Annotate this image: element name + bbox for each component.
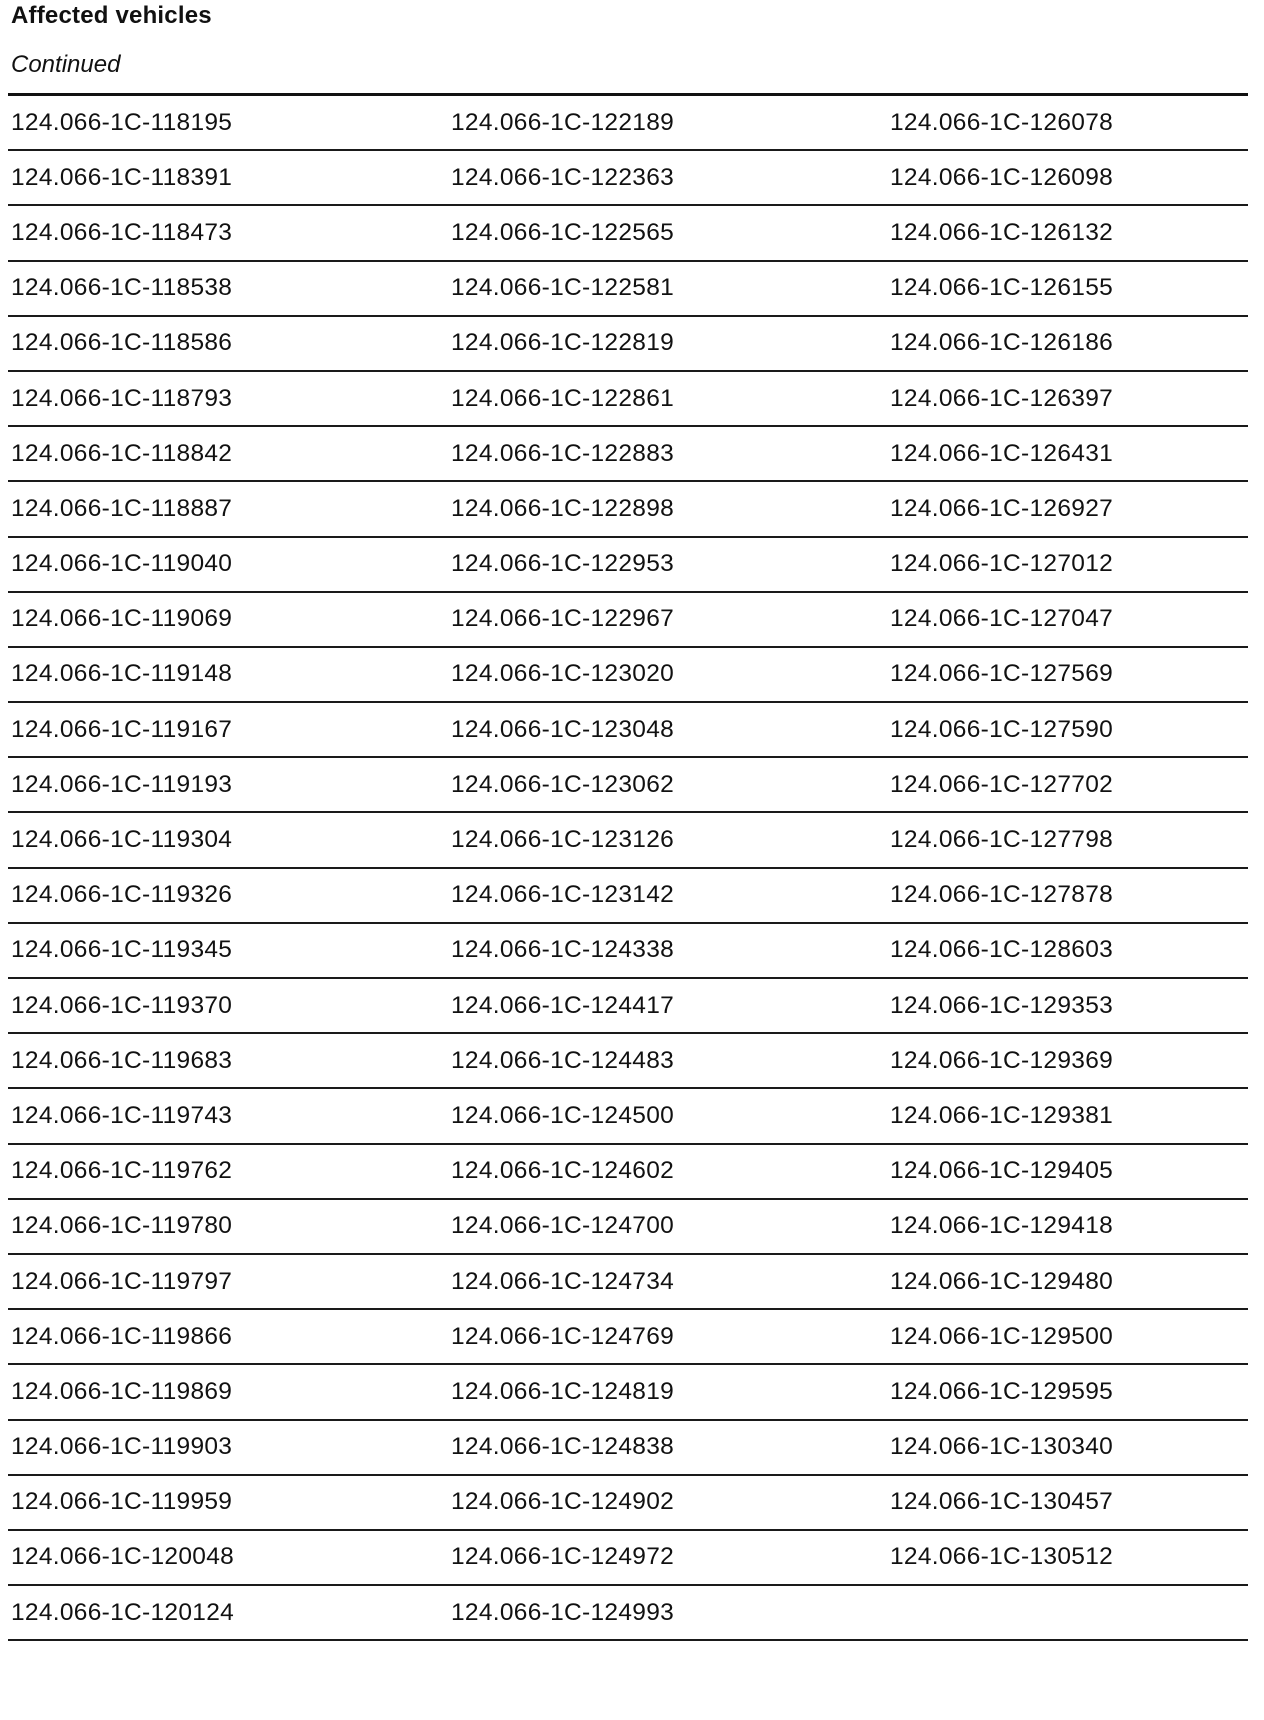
vehicle-id-cell: 124.066-1C-118473 [11, 218, 233, 246]
table-row [8, 1586, 1248, 1641]
vehicle-id-cell: 124.066-1C-123142 [451, 881, 675, 909]
vehicle-id-cell: 124.066-1C-119040 [11, 550, 233, 578]
vehicle-id-cell: 124.066-1C-124700 [451, 1212, 675, 1240]
vehicle-id-cell: 124.066-1C-118842 [11, 439, 233, 467]
vehicle-id-cell: 124.066-1C-127569 [890, 660, 1114, 688]
table-row [8, 703, 1248, 758]
vehicle-id-cell: 124.066-1C-129369 [890, 1046, 1114, 1074]
vehicle-id-cell: 124.066-1C-124838 [451, 1433, 675, 1461]
vehicle-id-cell: 124.066-1C-119866 [11, 1322, 233, 1350]
vehicle-id-cell: 124.066-1C-127878 [890, 881, 1114, 909]
vehicle-id-cell: 124.066-1C-122565 [451, 218, 675, 246]
vehicle-id-cell: 124.066-1C-118793 [11, 384, 233, 412]
vehicle-id-cell: 124.066-1C-124819 [451, 1377, 675, 1405]
vehicle-id-cell: 124.066-1C-130340 [890, 1433, 1114, 1461]
table-row [8, 482, 1248, 537]
vehicle-id-cell: 124.066-1C-126186 [890, 329, 1114, 357]
vehicle-id-cell: 124.066-1C-129381 [890, 1101, 1114, 1129]
vehicle-id-cell: 124.066-1C-126132 [890, 218, 1114, 246]
table-row [8, 427, 1248, 482]
vehicle-id-cell: 124.066-1C-119167 [11, 715, 233, 743]
vehicle-id-cell: 124.066-1C-122953 [451, 550, 675, 578]
table-row [8, 317, 1248, 372]
vehicle-id-cell: 124.066-1C-127590 [890, 715, 1114, 743]
table-row [8, 593, 1248, 648]
vehicle-id-cell: 124.066-1C-129500 [890, 1322, 1114, 1350]
vehicle-id-cell: 124.066-1C-123048 [451, 715, 675, 743]
vehicle-id-cell: 124.066-1C-122967 [451, 605, 675, 633]
table-row [8, 1255, 1248, 1310]
vehicle-id-cell: 124.066-1C-120048 [11, 1543, 235, 1571]
table-row [8, 1310, 1248, 1365]
table-row [8, 1531, 1248, 1586]
vehicle-id-cell: 124.066-1C-119148 [11, 660, 233, 688]
vehicle-id-cell: 124.066-1C-118538 [11, 274, 233, 302]
vehicle-id-cell: 124.066-1C-129418 [890, 1212, 1114, 1240]
table-row [8, 924, 1248, 979]
vehicle-id-cell: 124.066-1C-120124 [11, 1598, 235, 1626]
table-row [8, 758, 1248, 813]
table-row [8, 151, 1248, 206]
vehicle-id-cell: 124.066-1C-118195 [11, 108, 233, 136]
vehicle-id-cell: 124.066-1C-122898 [451, 494, 675, 522]
page-title: Affected vehicles [11, 2, 212, 29]
vehicle-id-cell: 124.066-1C-119345 [11, 936, 233, 964]
table-row [8, 1145, 1248, 1200]
vehicle-id-cell: 124.066-1C-127012 [890, 550, 1114, 578]
table-row [8, 372, 1248, 427]
vehicle-id-cell: 124.066-1C-119797 [11, 1267, 233, 1295]
vehicle-id-cell: 124.066-1C-122883 [451, 439, 675, 467]
table-row [8, 979, 1248, 1034]
table-row [8, 1034, 1248, 1089]
vehicle-id-cell: 124.066-1C-119959 [11, 1488, 233, 1516]
vehicle-id-cell: 124.066-1C-122819 [451, 329, 675, 357]
vehicle-id-cell: 124.066-1C-128603 [890, 936, 1114, 964]
vehicle-id-cell: 124.066-1C-124734 [451, 1267, 675, 1295]
table-row [8, 869, 1248, 924]
vehicle-id-cell: 124.066-1C-126155 [890, 274, 1114, 302]
vehicle-id-cell: 124.066-1C-124769 [451, 1322, 675, 1350]
vehicle-id-cell: 124.066-1C-123126 [451, 826, 675, 854]
vehicle-id-cell: 124.066-1C-126397 [890, 384, 1114, 412]
vehicle-id-cell: 124.066-1C-118887 [11, 494, 233, 522]
vehicle-id-cell: 124.066-1C-126431 [890, 439, 1114, 467]
vehicle-id-cell: 124.066-1C-119780 [11, 1212, 233, 1240]
vehicle-id-cell: 124.066-1C-122861 [451, 384, 675, 412]
vehicle-id-cell: 124.066-1C-130457 [890, 1488, 1114, 1516]
table-row [8, 1089, 1248, 1144]
vehicle-id-cell: 124.066-1C-124602 [451, 1157, 675, 1185]
vehicle-id-cell: 124.066-1C-124972 [451, 1543, 675, 1571]
page-subtitle: Continued [11, 51, 121, 78]
table-row [8, 1200, 1248, 1255]
vehicle-id-cell: 124.066-1C-119326 [11, 881, 233, 909]
vehicle-id-cell: 124.066-1C-129353 [890, 991, 1114, 1019]
vehicle-id-cell: 124.066-1C-124993 [451, 1598, 675, 1626]
vehicle-id-cell: 124.066-1C-124338 [451, 936, 675, 964]
table-row [8, 813, 1248, 868]
vehicle-id-cell: 124.066-1C-119683 [11, 1046, 233, 1074]
vehicle-id-cell: 124.066-1C-119193 [11, 770, 233, 798]
table-row [8, 1365, 1248, 1420]
vehicle-id-cell: 124.066-1C-122363 [451, 163, 675, 191]
vehicle-id-cell: 124.066-1C-119762 [11, 1157, 233, 1185]
vehicle-id-cell: 124.066-1C-127798 [890, 826, 1114, 854]
vehicle-id-cell: 124.066-1C-119370 [11, 991, 233, 1019]
vehicle-id-cell: 124.066-1C-124902 [451, 1488, 675, 1516]
table-row [8, 1476, 1248, 1531]
vehicle-id-cell: 124.066-1C-119869 [11, 1377, 233, 1405]
table-row [8, 1421, 1248, 1476]
vehicle-id-cell: 124.066-1C-122189 [451, 108, 675, 136]
vehicle-id-cell: 124.066-1C-130512 [890, 1543, 1114, 1571]
vehicle-id-cell: 124.066-1C-123062 [451, 770, 675, 798]
vehicle-id-cell: 124.066-1C-129595 [890, 1377, 1114, 1405]
vehicle-id-cell: 124.066-1C-118586 [11, 329, 233, 357]
vehicle-id-cell: 124.066-1C-124500 [451, 1101, 675, 1129]
vehicle-id-cell: 124.066-1C-119903 [11, 1433, 233, 1461]
vehicle-id-cell: 124.066-1C-126927 [890, 494, 1114, 522]
affected-vehicles-table [8, 93, 1248, 1641]
vehicle-id-cell: 124.066-1C-126098 [890, 163, 1114, 191]
table-row [8, 206, 1248, 261]
table-row [8, 648, 1248, 703]
table-row [8, 538, 1248, 593]
vehicle-id-cell: 124.066-1C-126078 [890, 108, 1114, 136]
vehicle-id-cell: 124.066-1C-127702 [890, 770, 1114, 798]
vehicle-id-cell: 124.066-1C-129480 [890, 1267, 1114, 1295]
vehicle-id-cell: 124.066-1C-119069 [11, 605, 233, 633]
vehicle-id-cell: 124.066-1C-123020 [451, 660, 675, 688]
vehicle-id-cell: 124.066-1C-129405 [890, 1157, 1114, 1185]
vehicle-id-cell: 124.066-1C-118391 [11, 163, 233, 191]
table-row [8, 262, 1248, 317]
vehicle-id-cell: 124.066-1C-124483 [451, 1046, 675, 1074]
vehicle-id-cell: 124.066-1C-124417 [451, 991, 675, 1019]
table-row [8, 96, 1248, 151]
vehicle-id-cell: 124.066-1C-119304 [11, 826, 233, 854]
vehicle-id-cell: 124.066-1C-127047 [890, 605, 1114, 633]
vehicle-id-cell: 124.066-1C-122581 [451, 274, 675, 302]
vehicle-id-cell: 124.066-1C-119743 [11, 1101, 233, 1129]
